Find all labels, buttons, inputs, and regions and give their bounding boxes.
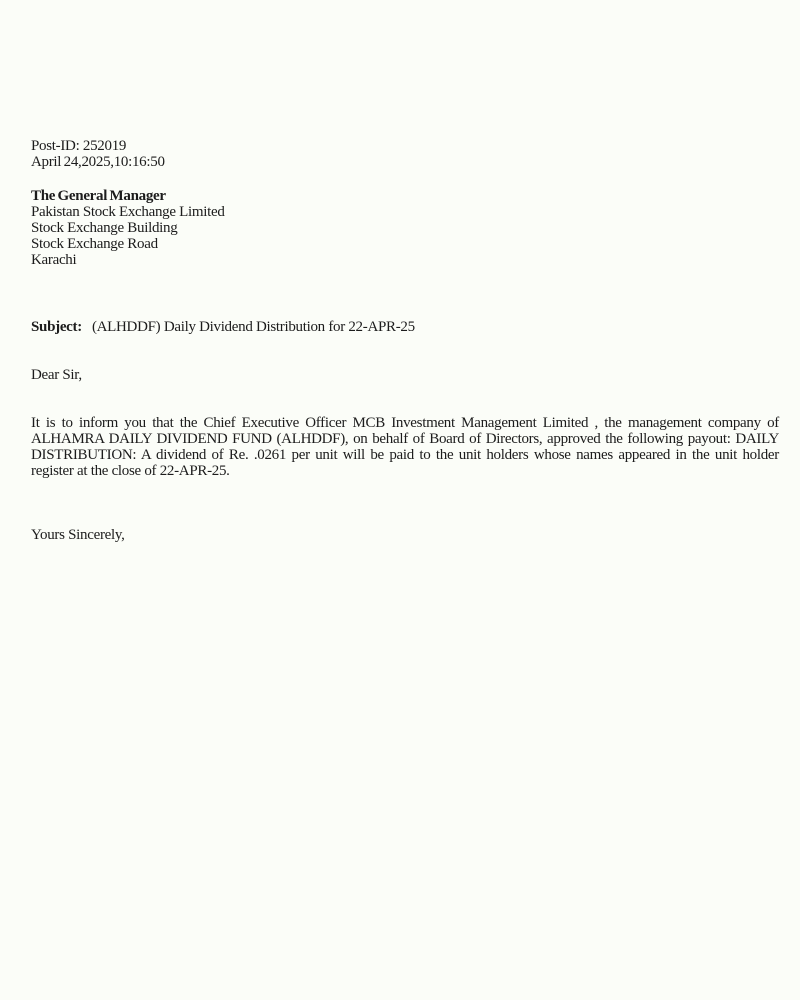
- closing: Yours Sincerely,: [31, 527, 125, 543]
- recipient-address-line: Karachi: [31, 252, 77, 268]
- post-id: Post-ID: 252019: [31, 138, 127, 154]
- recipient-address-line: Stock Exchange Road: [31, 236, 158, 252]
- body-paragraph: It is to inform you that the Chief Executive Officer MCB Investment Management Limited , the management company of ALHAMRA DAILY DIVIDEND FUND (ALHDDF), on behalf of Board of Directors, approved the following payout: DAILY DISTRIBUTION: A dividend of Re. .0261 per unit will be paid to the unit holders whose names appeared in the unit holder register at the close of 22-APR-25.: [31, 415, 779, 479]
- recipient-address-line: Stock Exchange Building: [31, 220, 178, 236]
- recipient-address-block: [31, 188, 779, 268]
- subject-label: Subject:: [31, 319, 82, 335]
- letter-meta: [31, 138, 779, 170]
- recipient-address-line: Pakistan Stock Exchange Limited: [31, 204, 225, 220]
- subject-line: [31, 319, 779, 335]
- subject-text: (ALHDDF) Daily Dividend Distribution for 22-APR-25: [91, 319, 415, 335]
- salutation: Dear Sir,: [31, 367, 82, 383]
- recipient-name: The General Manager: [31, 188, 166, 204]
- date-time: April 24,2025,10:16:50: [31, 154, 165, 170]
